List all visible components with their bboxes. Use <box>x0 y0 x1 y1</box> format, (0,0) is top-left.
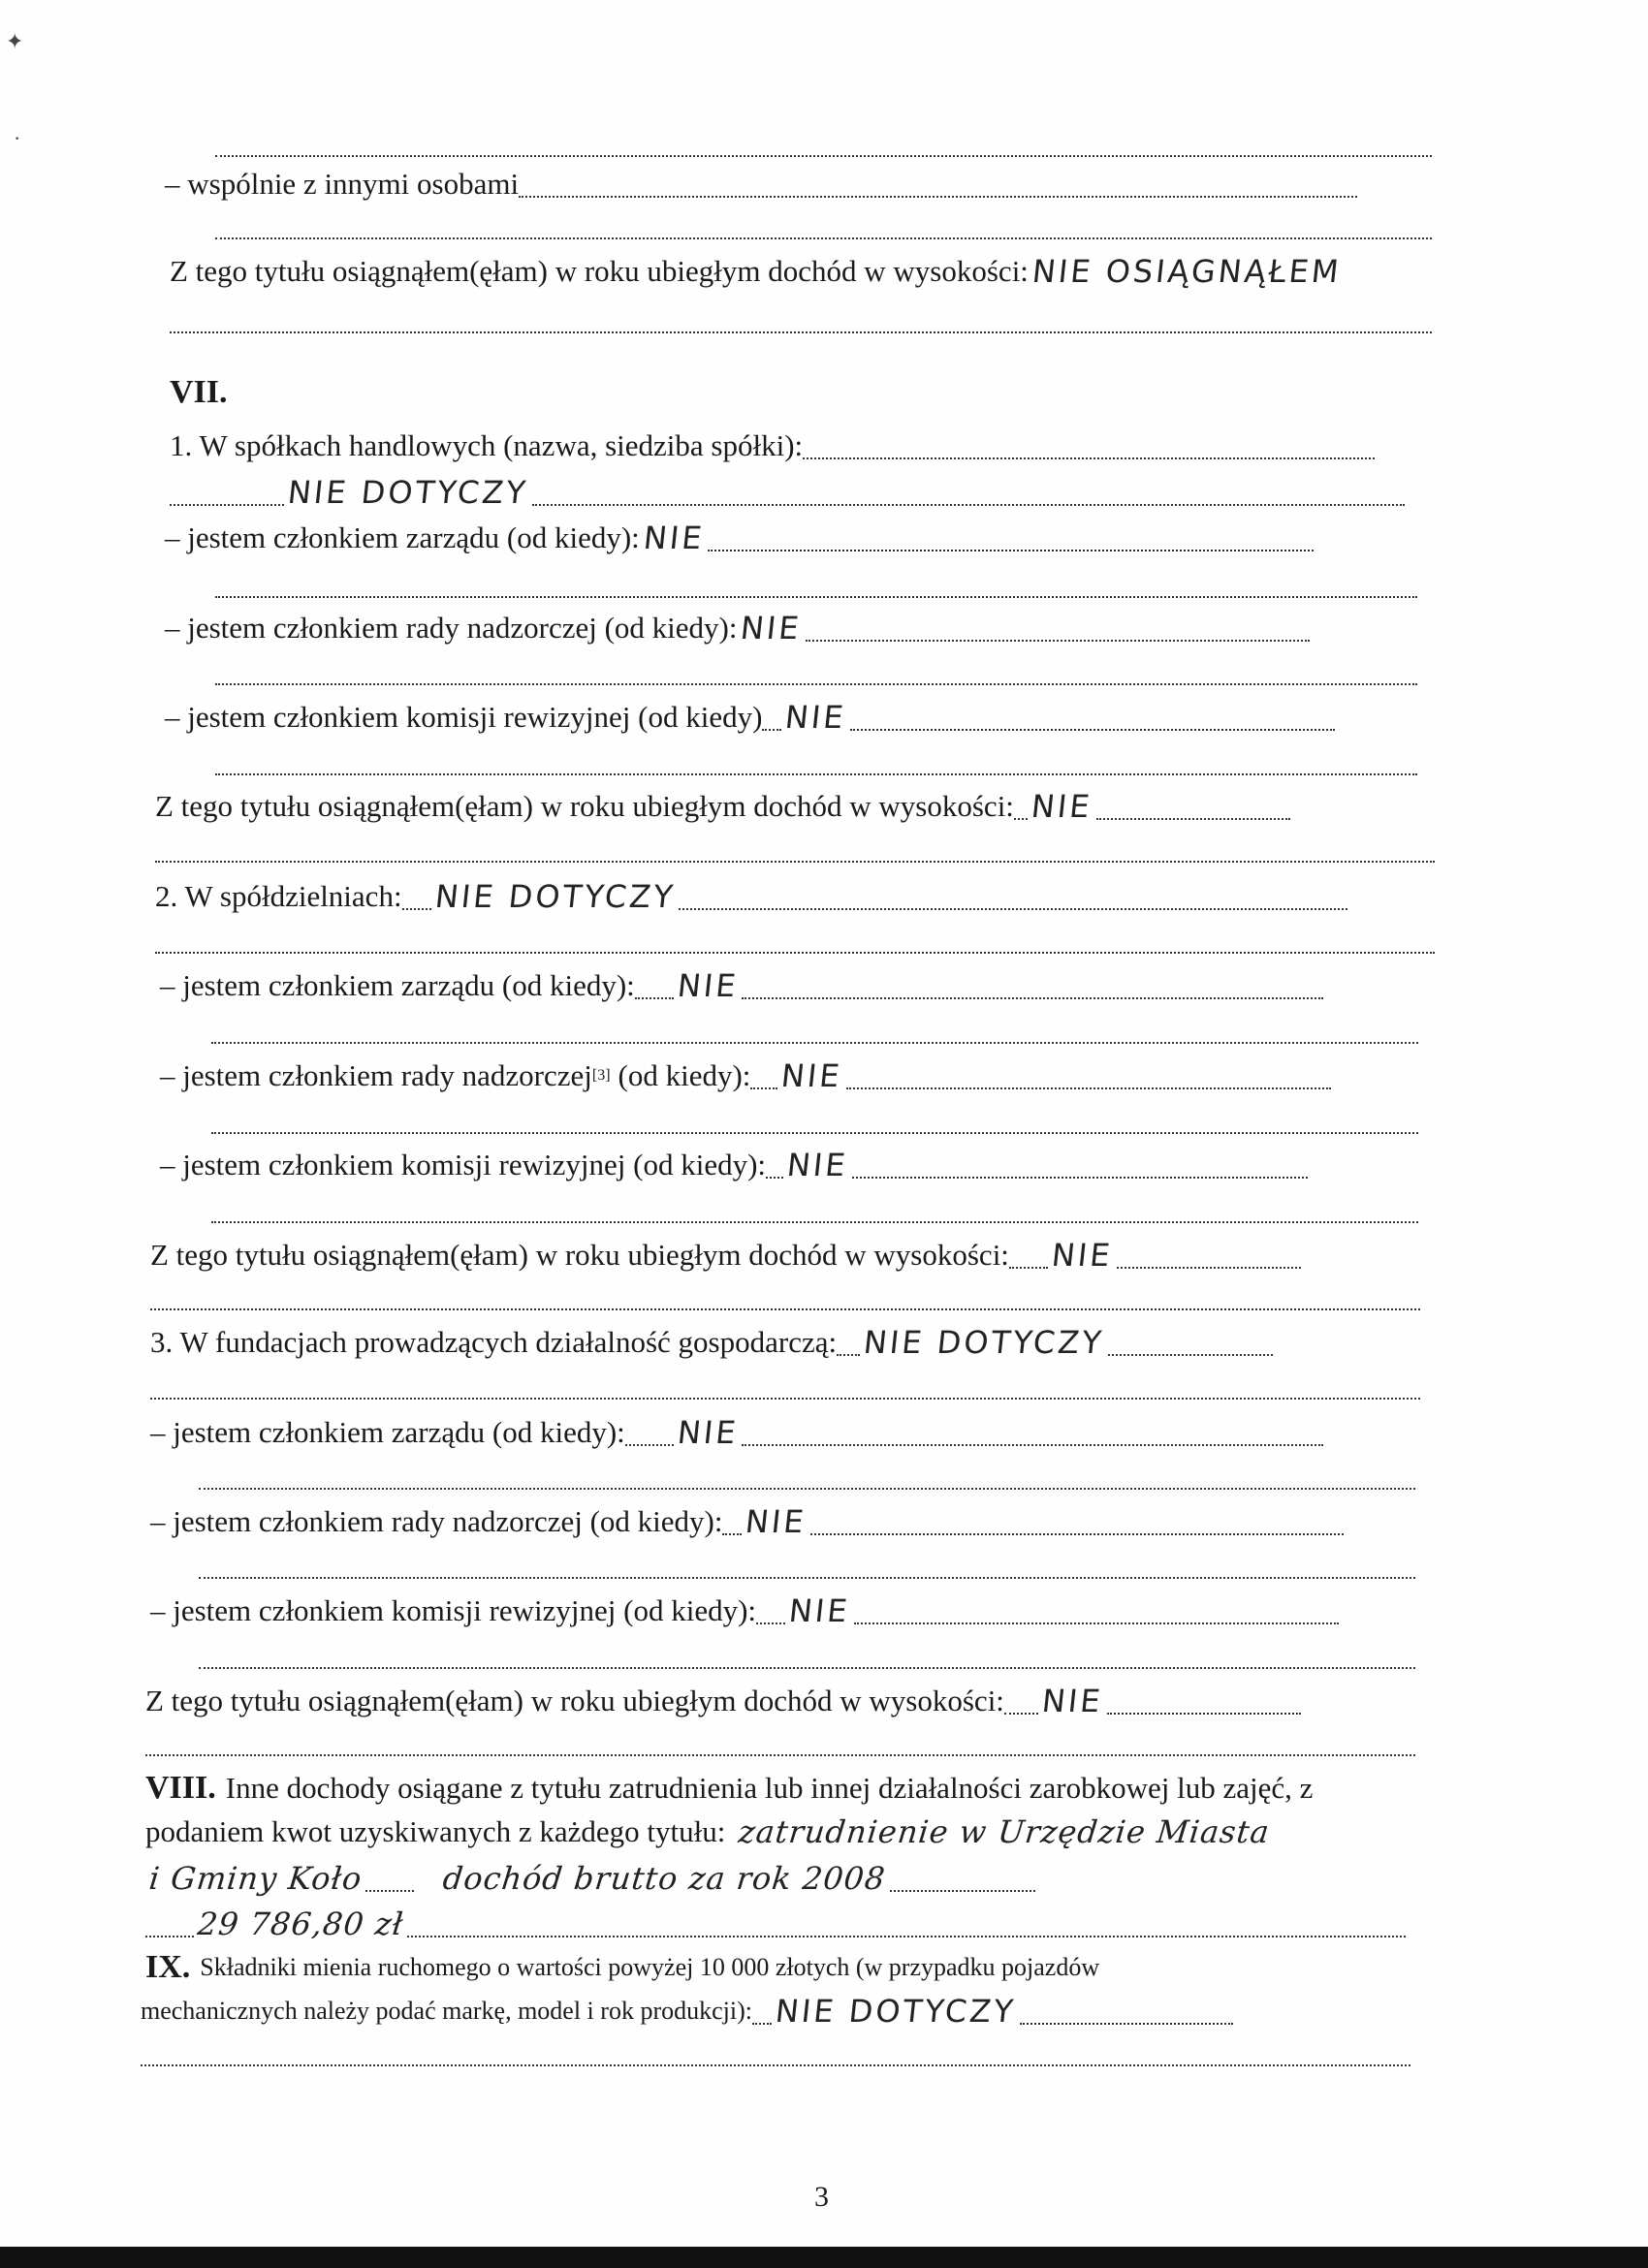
s7-item1-audit-row <box>165 698 1335 737</box>
s7-item2-label: 2. W spółdzielniach: <box>155 879 402 913</box>
s8-answer-line2-b: dochód brutto za rok 2008 <box>441 1860 888 1897</box>
s7-item3-board-dotted <box>199 1459 1415 1496</box>
scan-mark: · <box>14 126 21 150</box>
s7-item2-supervisory-label: – jestem członkiem rady nadzorczej <box>160 1058 592 1092</box>
s7-item3-income-row <box>145 1682 1301 1720</box>
joint-dotted-line <box>215 208 1432 245</box>
s7-item1-answer-row <box>170 473 1405 512</box>
s7-item3-audit-dotted <box>199 1638 1415 1675</box>
s9-row2 <box>141 1992 1233 2031</box>
s8-answer-line1: zatrudnienie w Urzędzie Miasta <box>737 1813 1272 1850</box>
s7-item3-board-answer: NIE <box>675 1414 741 1451</box>
s7-item3-board-label: – jestem członkiem zarządu (od kiedy): <box>150 1415 625 1449</box>
s7-item3-label: 3. W fundacjach prowadzących działalność gospodarczą: <box>150 1325 838 1359</box>
s7-item1-audit-label: – jestem członkiem komisji rewizyjnej (od kiedy) <box>165 700 763 734</box>
s7-item3-audit-answer: NIE <box>787 1592 852 1629</box>
top-income-dotted-line <box>170 302 1432 339</box>
s7-item1-row <box>170 426 1375 465</box>
s7-item3-dotted <box>150 1369 1420 1405</box>
s7-item2-audit-row <box>160 1146 1308 1184</box>
s7-item2-audit-dotted <box>211 1192 1418 1229</box>
s7-item2-row <box>155 877 1347 916</box>
scan-mark: ✦ <box>6 29 24 53</box>
s7-item1-supervisory-dotted <box>215 654 1417 691</box>
s7-item2-supervisory-label-end: (od kiedy): <box>618 1058 751 1092</box>
s8-row3 <box>145 1859 1035 1898</box>
s7-item3-supervisory-answer: NIE <box>744 1503 809 1540</box>
s8-row4 <box>145 1905 1406 1943</box>
s7-item2-income-dotted <box>150 1279 1420 1316</box>
s7-item1-board-dotted <box>215 567 1417 604</box>
s7-item2-supervisory-answer: NIE <box>779 1057 844 1094</box>
s7-item2-income-answer: NIE <box>1049 1237 1115 1274</box>
s7-item2-supervisory-dotted <box>211 1103 1418 1140</box>
s7-item2-income-label: Z tego tytułu osiągnąłem(ęłam) w roku ubiegłym dochód w wysokości: <box>150 1238 1009 1272</box>
top-income-label: Z tego tytułu osiągnąłem(ęłam) w roku ubiegłym dochód w wysokości: <box>170 254 1029 288</box>
s7-item3-audit-row <box>150 1591 1339 1630</box>
s7-item3-supervisory-row <box>150 1502 1344 1541</box>
s7-item3-supervisory-label: – jestem członkiem rady nadzorczej (od kiedy): <box>150 1504 723 1538</box>
s8-answer-line3: 29 786,80 zł <box>196 1906 406 1942</box>
s7-item1-income-label: Z tego tytułu osiągnąłem(ęłam) w roku ubiegłym dochód w wysokości: <box>155 789 1014 823</box>
s7-item3-income-dotted <box>145 1725 1415 1762</box>
joint-row <box>165 165 1357 204</box>
s7-item1-board-row <box>165 519 1314 557</box>
s7-item2-board-label: – jestem członkiem zarządu (od kiedy): <box>160 968 635 1002</box>
s7-item2-board-dotted <box>211 1013 1418 1050</box>
s7-item1-supervisory-answer: NIE <box>739 610 805 646</box>
s8-label-line1: Inne dochody osiągane z tytułu zatrudnienia lub innej działalności zarobkowej lub zajęć, z <box>225 1771 1314 1805</box>
s7-item1-board-answer: NIE <box>641 520 707 556</box>
section-8-heading: VIII. <box>145 1770 216 1806</box>
s9-label-line2: mechanicznych należy podać markę, model i rok produkcji): <box>141 1997 752 2025</box>
s7-item3-answer: NIE DOTYCZY <box>862 1324 1106 1361</box>
s7-item3-row <box>150 1323 1273 1362</box>
s7-item2-dotted <box>155 923 1435 960</box>
s7-item1-answer: NIE DOTYCZY <box>286 474 530 511</box>
s9-answer: NIE DOTYCZY <box>773 1993 1018 2030</box>
s8-answer-line2-a: i Gminy Koło <box>147 1860 364 1897</box>
joint-label: – wspólnie z innymi osobami <box>165 167 520 201</box>
s7-item1-label: 1. W spółkach handlowych (nazwa, siedziba spółki): <box>170 428 804 462</box>
s7-item2-board-answer: NIE <box>675 967 741 1004</box>
s7-item2-board-row <box>160 966 1323 1005</box>
s7-item1-audit-dotted <box>215 744 1417 781</box>
top-dotted-line <box>215 126 1432 163</box>
s9-dotted <box>141 2035 1410 2072</box>
s7-item2-supervisory-row <box>160 1056 1331 1095</box>
s7-item3-board-row <box>150 1413 1323 1452</box>
s9-label-line1: Składniki mienia ruchomego o wartości powyżej 10 000 złotych (w przypadku pojazdów <box>200 1953 1100 1981</box>
s7-item1-income-answer: NIE <box>1029 788 1094 825</box>
s8-label-line2: podaniem kwot uzyskiwanych z każdego tytułu: <box>145 1814 726 1848</box>
s7-item1-supervisory-label: – jestem członkiem rady nadzorczej (od kiedy): <box>165 611 738 645</box>
top-income-answer: NIE OSIĄGNĄŁEM <box>1030 253 1344 290</box>
s7-item2-answer: NIE DOTYCZY <box>432 878 678 915</box>
s7-item3-audit-label: – jestem członkiem komisji rewizyjnej (od kiedy): <box>150 1593 757 1627</box>
s7-item2-income-row <box>150 1236 1301 1275</box>
scan-edge <box>0 2247 1648 2268</box>
s7-item1-board-label: – jestem członkiem zarządu (od kiedy): <box>165 520 640 554</box>
s9-row1 <box>145 1948 1099 1987</box>
s8-row2 <box>145 1812 1274 1851</box>
s7-item1-supervisory-row <box>165 609 1310 647</box>
s8-row1 <box>145 1769 1313 1808</box>
s7-item1-audit-answer: NIE <box>783 699 848 736</box>
s7-item2-supervisory-footnote: [3] <box>591 1067 611 1084</box>
s7-item2-audit-answer: NIE <box>785 1147 850 1183</box>
top-income-row <box>170 252 1345 291</box>
s7-item1-income-dotted <box>155 832 1435 868</box>
s7-item3-supervisory-dotted <box>199 1548 1415 1585</box>
section-7-heading: VII. <box>170 374 228 410</box>
s7-item3-income-label: Z tego tytułu osiągnąłem(ęłam) w roku ubiegłym dochód w wysokości: <box>145 1684 1004 1717</box>
page-number: 3 <box>814 2181 829 2213</box>
section-9-heading: IX. <box>145 1949 191 1985</box>
s7-item3-income-answer: NIE <box>1039 1683 1105 1719</box>
s7-item2-audit-label: – jestem członkiem komisji rewizyjnej (od kiedy): <box>160 1148 767 1181</box>
s7-item1-income-row <box>155 787 1290 826</box>
